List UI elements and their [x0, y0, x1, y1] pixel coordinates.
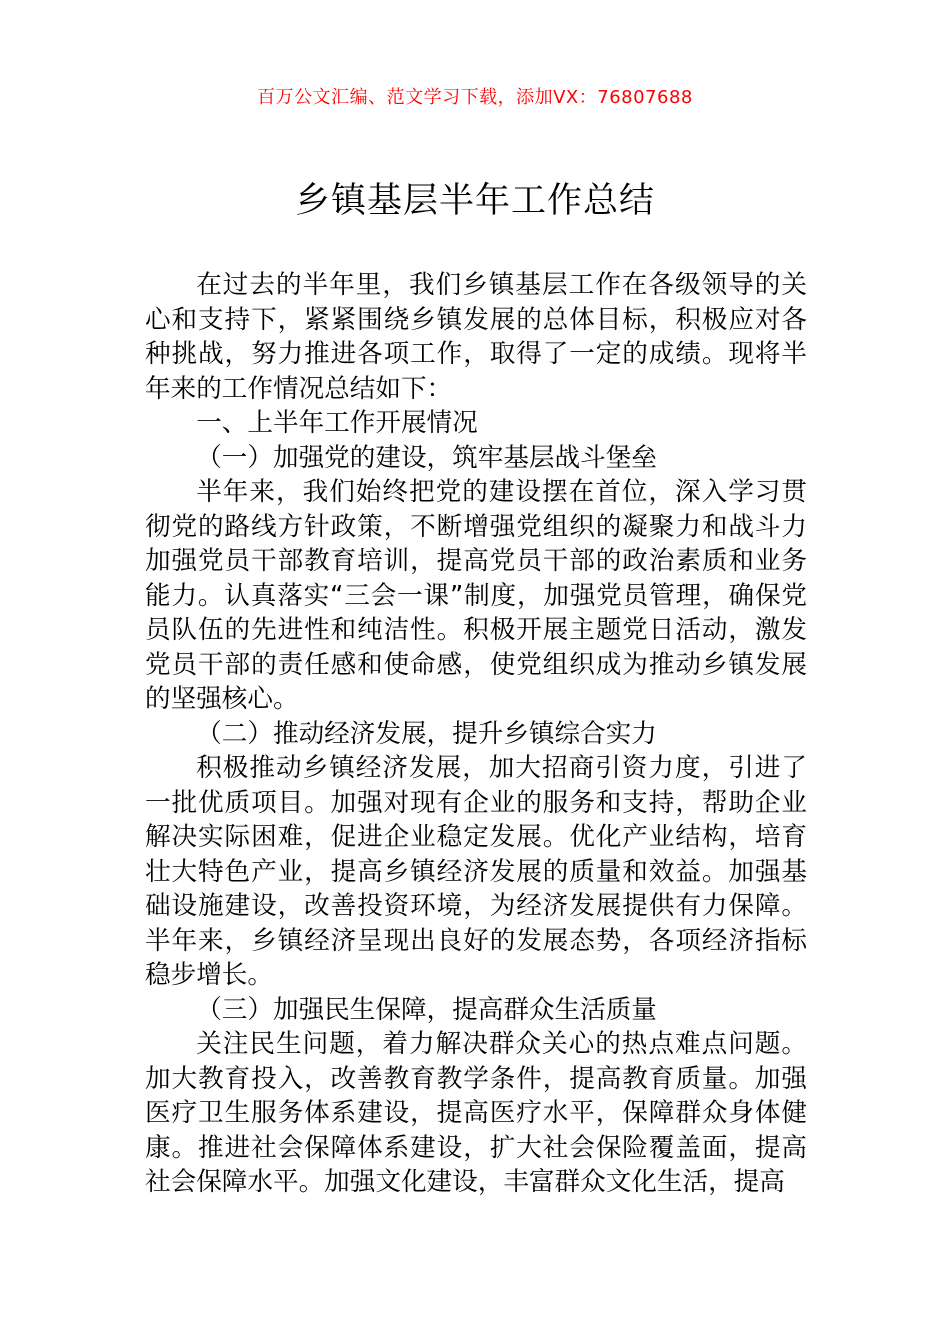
paragraph-livelihood: 关注民生问题，着力解决群众关心的热点难点问题。加大教育投入，改善教育教学条件，提高教育质量。加强医疗卫生服务体系建设，提高医疗水平，保障群众身体健康。推进社会保障体系建设，扩大社会保险覆盖面，提高社会保障水平。加强文化建设，丰富群众文化生活，提高	[145, 1029, 807, 1197]
paragraph-economy: 积极推动乡镇经济发展，加大招商引资力度，引进了一批优质项目。加强对现有企业的服务和支持，帮助企业解决实际困难，促进企业稳定发展。优化产业结构，培育壮大特色产业，提高乡镇经济发展的质量和效益。加强基础设施建设，改善投资环境，为经济发展提供有力保障。半年来，乡镇经济呈现出良好的发展态势，各项经济指标稳步增长。	[145, 753, 807, 990]
paragraph-party-building: 半年来，我们始终把党的建设摆在首位，深入学习贯彻党的路线方针政策，不断增强党组织的凝聚力和战斗力加强党员干部教育培训，提高党员干部的政治素质和业务能力。认真落实“三会一课”制度，加强党员管理，确保党员队伍的先进性和纯洁性。积极开展主题党日活动，激发党员干部的责任感和使命感，使党组织成为推动乡镇发展的坚强核心。	[145, 477, 807, 714]
intro-paragraph: 在过去的半年里，我们乡镇基层工作在各级领导的关心和支持下，紧紧围绕乡镇发展的总体目标，积极应对各种挑战，努力推进各项工作，取得了一定的成绩。现将半年来的工作情况总结如下：	[145, 270, 807, 404]
section-heading-1: 一、上半年工作开展情况	[196, 408, 478, 438]
watermark-banner: 百万公文汇编、范文学习下载，添加VX：76807688	[257, 87, 693, 108]
subsection-heading-3: （三）加强民生保障，提高群众生活质量	[196, 994, 657, 1025]
subsection-heading-2: （二）推动经济发展，提升乡镇综合实力	[196, 718, 657, 749]
subsection-heading-1: （一）加强党的建设，筑牢基层战斗堡垒	[196, 442, 657, 473]
document-body	[145, 268, 807, 1200]
document-title: 乡镇基层半年工作总结	[294, 181, 655, 221]
